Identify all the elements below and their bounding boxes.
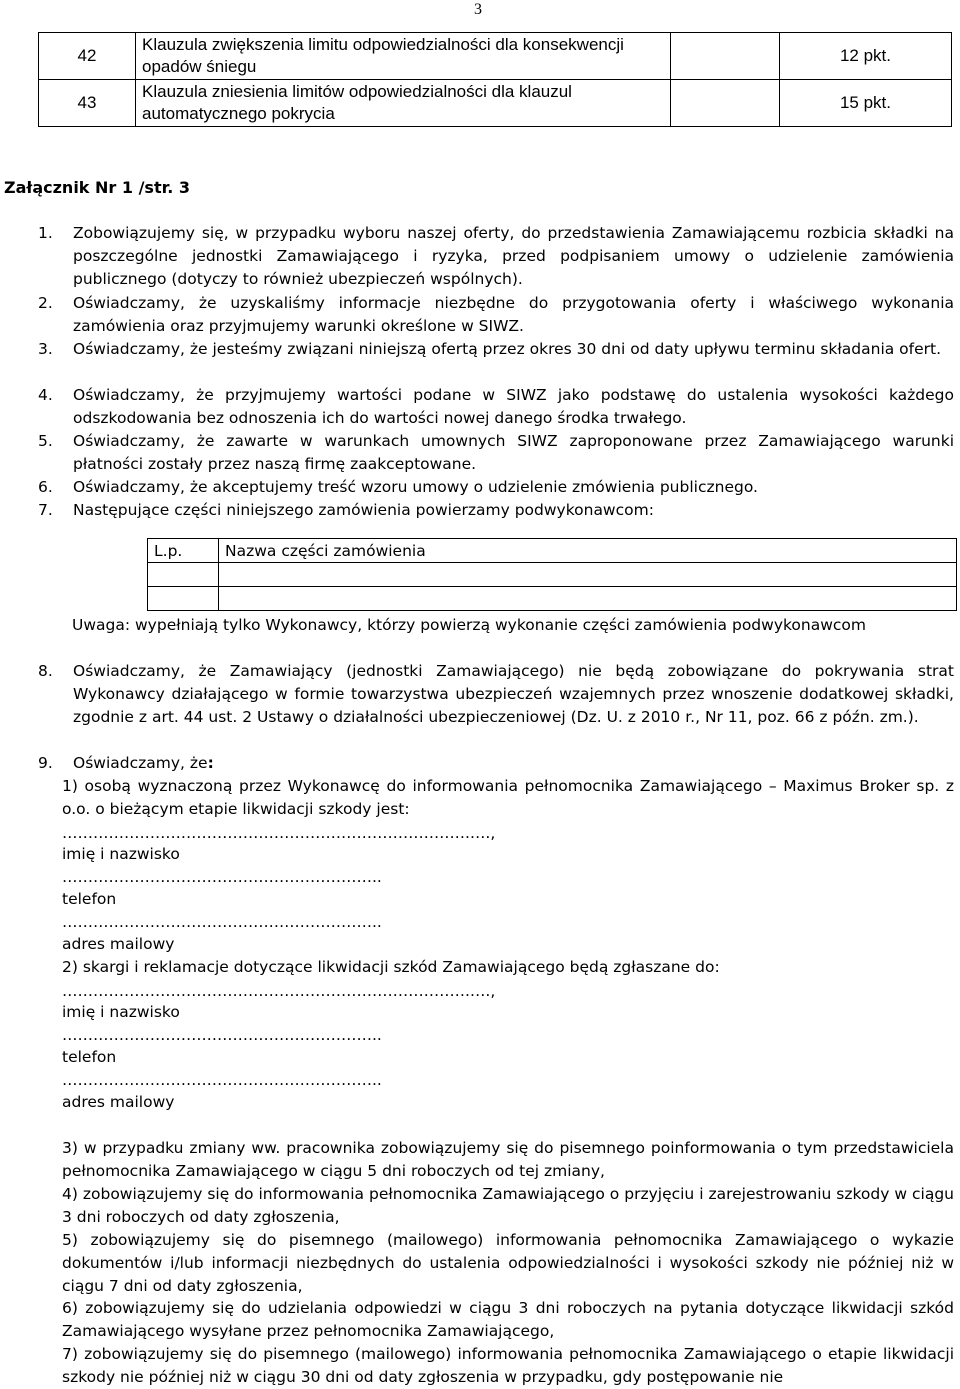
phone-label: telefon <box>62 890 117 908</box>
list-item <box>38 292 954 338</box>
sub-item-4: 4) zobowiązujemy się do informowania pełnomocnika Zamawiającego o przyjęciu i zarejestrowaniu szkody w ciągu 3 dni roboczych od daty zgłoszenia, <box>62 1185 954 1226</box>
item-number: 6. <box>38 478 53 496</box>
fill-in-dots[interactable]: …………………………………………………………………….…., <box>62 824 496 842</box>
fill-in-dots[interactable]: …………………………………………………….. <box>62 868 382 886</box>
item-text: Oświadczamy, że akceptujemy treść wzoru umowy o udzielenie zmówienia publicznego. <box>73 478 758 496</box>
table-row <box>148 587 957 611</box>
sub-item-5: 5) zobowiązujemy się do pisemnego (mailowego) informowania pełnomocnika Zamawiającego o wykazie dokumentów i/lub informacji niezbędnych do ustalenia odpowiedzialności i wysokości szkody nie później niż w ciągu 7 dni od daty zgłoszenia, <box>62 1231 954 1295</box>
phone-label: telefon <box>62 1048 117 1066</box>
item-number: 9. <box>38 754 53 772</box>
empty-cell[interactable] <box>148 587 219 611</box>
item-number: 4. <box>38 386 53 404</box>
table-row <box>39 80 952 127</box>
item-text: Oświadczamy, że uzyskaliśmy informacje niezbędne do przygotowania oferty i właściwego wykonania zamówienia oraz przyjmujemy warunki określone w SIWZ. <box>73 294 954 335</box>
item-text: Oświadczamy, że Zamawiający (jednostki Zamawiającego) nie będą zobowiązane do pokrywania strat Wykonawcy działającego w formie towarzystwa ubezpieczeń wzajemnych przez wnoszenie dodatkowej składki, zgodnie z art. 44 ust. 2 Ustawy o działalności ubezpieczeniowej (Dz. U. z 2010 r., Nr 11, poz. 66 z późn. zm.). <box>73 662 954 726</box>
empty-cell <box>671 33 780 80</box>
clause-description: Klauzula zniesienia limitów odpowiedzialności dla klauzul automatycznego pokrycia <box>136 80 671 127</box>
item-number: 3. <box>38 340 53 358</box>
list-item <box>38 430 954 476</box>
item-text <box>73 752 954 775</box>
item-text: Zobowiązujemy się, w przypadku wyboru naszej oferty, do przedstawienia Zamawiającemu rozbicia składki na poszczególne jednostki Zamawiającego i ryzyka, przed podpisaniem umowy o udzielenie zamówienia publicznego (dotyczy to również ubezpieczeń wspólnych). <box>73 224 954 288</box>
empty-cell[interactable] <box>148 563 219 587</box>
name-label: imię i nazwisko <box>62 845 180 863</box>
clause-description: Klauzula zwiększenia limitu odpowiedzialności dla konsekwencji opadów śniegu <box>136 33 671 80</box>
list-item <box>38 222 954 291</box>
column-header-name: Nazwa części zamówienia <box>219 539 957 563</box>
item-text: Oświadczamy, że zawarte w warunkach umownych SIWZ zaproponowane przez Zamawiającego warunki płatności zostały przez naszą firmę zaakceptowane. <box>73 432 954 473</box>
sub-item-2: 2) skargi i reklamacje dotyczące likwidacji szkód Zamawiającego będą zgłaszane do: <box>62 958 720 976</box>
item-number: 7. <box>38 501 53 519</box>
table-row <box>148 539 957 563</box>
item-number: 8. <box>38 662 53 680</box>
page-number: 3 <box>474 1 482 18</box>
item-number: 2. <box>38 294 53 312</box>
list-item <box>38 499 954 522</box>
fill-in-dots[interactable]: …………………………………………………….. <box>62 1071 382 1089</box>
sub-item-1: 1) osobą wyznaczoną przez Wykonawcę do informowania pełnomocnika Zamawiającego – Maximus Broker sp. z o.o. o bieżącym etapie likwidacji szkody jest: <box>62 777 954 818</box>
list-item <box>38 384 954 430</box>
fill-in-dots[interactable]: …………………………………………………….. <box>62 1026 382 1044</box>
sub-item-7: 7) zobowiązujemy się do pisemnego (mailowego) informowania pełnomocnika Zamawiającego o etapie likwidacji szkody nie później niż w ciągu 30 dni od daty zgłoszenia w przypadku, gdy postępowanie nie <box>62 1345 954 1386</box>
clauses-table <box>38 32 952 127</box>
item-number: 5. <box>38 432 53 450</box>
sub-item-3: 3) w przypadku zmiany ww. pracownika zobowiązujemy się do pisemnego poinformowania o tym przedstawiciela pełnomocnika Zamawiającego w ciągu 5 dni roboczych od tej zmiany, <box>62 1139 954 1180</box>
email-label: adres mailowy <box>62 1093 175 1111</box>
item-text: Oświadczamy, że przyjmujemy wartości podane w SIWZ jako podstawę do ustalenia wysokości każdego odszkodowania bez odnoszenia ich do wartości nowej danego środka trwałego. <box>73 386 954 427</box>
item-text: Oświadczamy, że jesteśmy związani niniejszą ofertą przez okres 30 dni od daty upływu terminu składania ofert. <box>73 340 942 358</box>
clause-number: 43 <box>39 80 136 127</box>
email-label: adres mailowy <box>62 935 175 953</box>
empty-cell[interactable] <box>219 563 957 587</box>
sub-item-6: 6) zobowiązujemy się do udzielania odpowiedzi w ciągu 3 dni roboczych na pytania dotyczące likwidacji szkód Zamawiającego wysyłane przez pełnomocnika Zamawiającego, <box>62 1299 954 1340</box>
column-header-lp: L.p. <box>148 539 219 563</box>
table-row <box>148 563 957 587</box>
subcontract-table <box>147 538 957 611</box>
list-item <box>38 476 954 499</box>
clause-number: 42 <box>39 33 136 80</box>
item-text: Następujące części niniejszego zamówienia powierzamy podwykonawcom: <box>73 501 654 519</box>
fill-in-dots[interactable]: …………………………………………………….. <box>62 913 382 931</box>
list-item <box>38 660 954 729</box>
list-item <box>38 752 954 775</box>
clause-points: 12 pkt. <box>780 33 952 80</box>
item9-text: Oświadczamy, że <box>73 754 208 772</box>
clause-points: 15 pkt. <box>780 80 952 127</box>
fill-in-dots[interactable]: …………………………………………………………………….…., <box>62 982 496 1000</box>
item9-colon: : <box>207 754 214 772</box>
table-row <box>39 33 952 80</box>
name-label: imię i nazwisko <box>62 1003 180 1021</box>
section-heading: Załącznik Nr 1 /str. 3 <box>4 178 190 197</box>
note-text: Uwaga: wypełniają tylko Wykonawcy, którzy powierzą wykonanie części zamówienia podwykonawcom <box>72 616 866 634</box>
empty-cell[interactable] <box>219 587 957 611</box>
empty-cell <box>671 80 780 127</box>
item-number: 1. <box>38 224 53 242</box>
list-item <box>38 338 954 361</box>
